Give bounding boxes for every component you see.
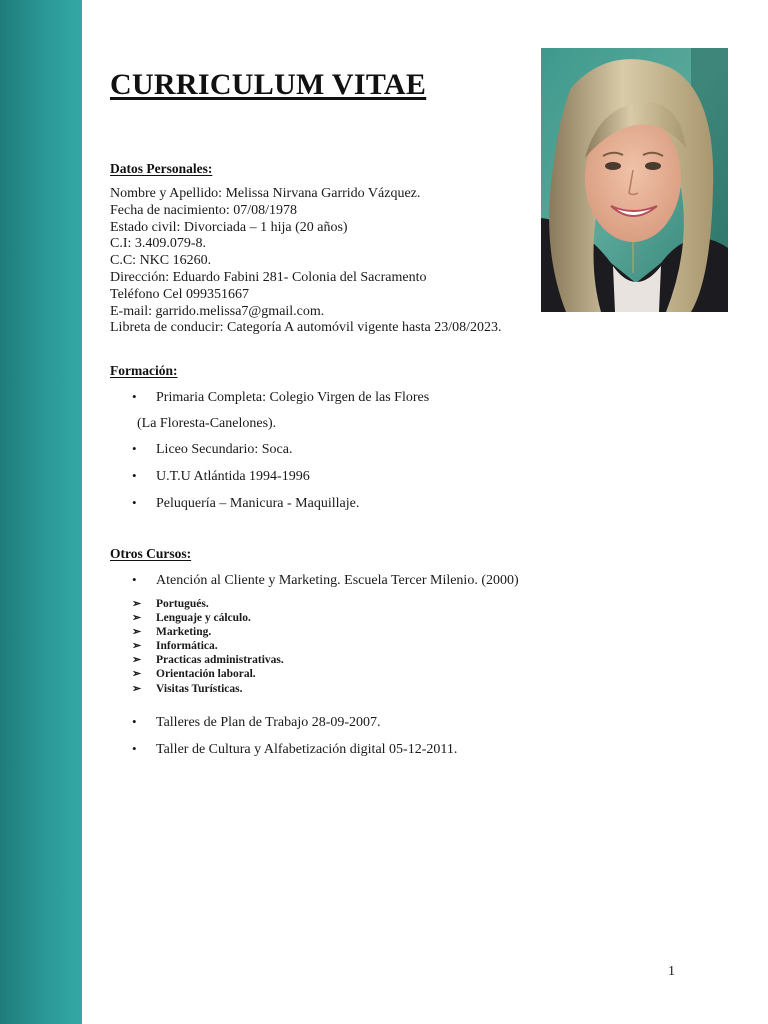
list-item: ➢ Informática. — [132, 640, 218, 653]
teal-side-bar — [0, 0, 82, 1024]
personal-line: C.C: NKC 16260. — [110, 253, 212, 269]
list-item-continuation: (La Floresta-Canelones). — [137, 416, 277, 431]
profile-photo — [541, 48, 728, 312]
arrow-icon: ➢ — [132, 668, 142, 681]
list-item: ➢ Marketing. — [132, 626, 212, 639]
personal-line: Teléfono Cel 099351667 — [110, 286, 249, 302]
list-item: • Taller de Cultura y Alfabetización digital 05-12-2011. — [132, 741, 458, 757]
bullet-icon: • — [132, 714, 137, 729]
bullet-icon: • — [132, 572, 137, 587]
bullet-icon: • — [132, 389, 137, 404]
page-number: 1 — [668, 964, 675, 979]
arrow-icon: ➢ — [132, 612, 142, 625]
list-item: ➢ Portugués. — [132, 598, 209, 610]
personal-line: Libreta de conducir: Categoría A automóvil vigente hasta 23/08/2023. — [110, 320, 502, 336]
list-item: • Liceo Secundario: Soca. — [132, 441, 293, 457]
arrow-icon: ➢ — [132, 598, 142, 610]
bullet-icon: • — [132, 441, 137, 456]
list-item: ➢ Visitas Turísticas. — [132, 682, 243, 695]
personal-data-heading: Datos Personales: — [110, 161, 213, 176]
arrow-icon: ➢ — [132, 682, 142, 695]
arrow-icon: ➢ — [132, 640, 142, 653]
personal-line: Fecha de nacimiento: 07/08/1978 — [110, 202, 298, 218]
bullet-icon: • — [132, 741, 137, 756]
personal-data-block — [110, 186, 502, 337]
arrow-icon: ➢ — [132, 654, 142, 667]
list-item: • Primaria Completa: Colegio Virgen de las Flores — [132, 389, 430, 405]
personal-line: Dirección: Eduardo Fabini 281- Colonia del Sacramento — [110, 269, 427, 285]
personal-line: E-mail: garrido.melissa7@gmail.com. — [110, 303, 325, 319]
personal-line: C.I: 3.409.079-8. — [110, 236, 207, 252]
personal-line: Nombre y Apellido: Melissa Nirvana Garrido Vázquez. — [110, 186, 421, 201]
page-title: CURRICULUM VITAE — [110, 68, 427, 101]
arrow-icon: ➢ — [132, 626, 142, 639]
education-heading: Formación: — [110, 363, 178, 378]
list-item: ➢ Lenguaje y cálculo. — [132, 612, 251, 625]
list-item: • U.T.U Atlántida 1994-1996 — [132, 468, 310, 484]
list-item: • Talleres de Plan de Trabajo 28-09-2007. — [132, 714, 381, 730]
courses-heading: Otros Cursos: — [110, 546, 192, 561]
list-item: • Peluquería – Manicura - Maquillaje. — [132, 495, 360, 511]
list-item: • Atención al Cliente y Marketing. Escuela Tercer Milenio. (2000) — [132, 572, 519, 588]
list-item: ➢ Orientación laboral. — [132, 668, 256, 681]
bullet-icon: • — [132, 468, 137, 483]
bullet-icon: • — [132, 495, 137, 510]
list-item: ➢ Practicas administrativas. — [132, 654, 284, 667]
personal-line: Estado civil: Divorciada – 1 hija (20 años) — [110, 219, 348, 235]
course-topics-list — [132, 597, 284, 696]
